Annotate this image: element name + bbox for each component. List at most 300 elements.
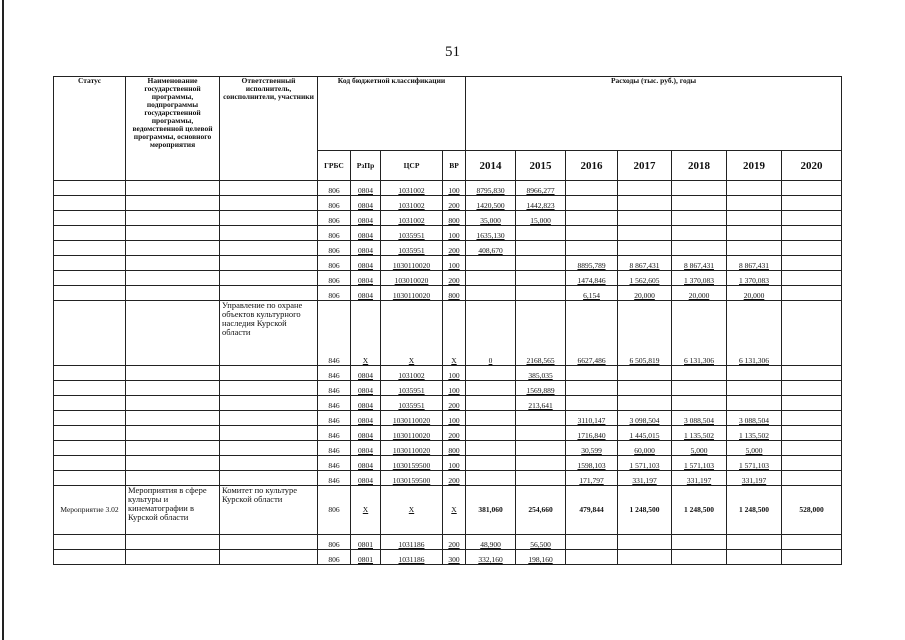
program-name-cell (126, 426, 220, 441)
amount-cell (782, 181, 842, 196)
amount-cell: 3 098,504 (618, 411, 672, 426)
program-name-cell (126, 256, 220, 271)
col-header-budget-code: Код бюджетной классификации (318, 77, 466, 151)
grbs-cell: 846 (318, 441, 351, 456)
amount-cell (466, 366, 516, 381)
vr-cell: Х (443, 486, 466, 535)
amount-cell (516, 271, 566, 286)
csr-cell: 1030110020 (381, 426, 443, 441)
vr-cell: 800 (443, 211, 466, 226)
budget-table (53, 76, 842, 565)
amount-cell (672, 196, 727, 211)
amount-cell (782, 301, 842, 366)
grbs-cell: 846 (318, 426, 351, 441)
program-name-cell (126, 286, 220, 301)
amount-cell (566, 381, 618, 396)
amount-cell: 3 088,504 (672, 411, 727, 426)
program-name-cell: Мероприятия в сфере культуры и кинематографии в Курской области (126, 486, 220, 535)
amount-cell (566, 241, 618, 256)
amount-cell (672, 181, 727, 196)
amount-cell: 8 867,431 (672, 256, 727, 271)
rzpr-cell: 0804 (351, 286, 381, 301)
vr-cell: 200 (443, 426, 466, 441)
amount-cell (782, 456, 842, 471)
status-cell (54, 211, 126, 226)
amount-cell (727, 226, 782, 241)
amount-cell (672, 241, 727, 256)
csr-cell: 1030110020 (381, 286, 443, 301)
rzpr-cell: 0804 (351, 441, 381, 456)
amount-cell: 6,154 (566, 286, 618, 301)
amount-cell (672, 366, 727, 381)
amount-cell (782, 211, 842, 226)
grbs-cell: 846 (318, 301, 351, 366)
amount-cell (618, 181, 672, 196)
amount-cell: 2168,565 (516, 301, 566, 366)
amount-cell: 3110,147 (566, 411, 618, 426)
amount-cell (466, 471, 516, 486)
amount-cell (466, 256, 516, 271)
csr-cell: 1031002 (381, 196, 443, 211)
responsible-cell (220, 366, 318, 381)
program-name-cell (126, 411, 220, 426)
grbs-cell: 806 (318, 256, 351, 271)
amount-cell: 8 867,431 (727, 256, 782, 271)
vr-cell: 200 (443, 396, 466, 411)
col-header-year: 2019 (727, 151, 782, 181)
vr-cell: 100 (443, 381, 466, 396)
program-name-cell (126, 381, 220, 396)
amount-cell (566, 211, 618, 226)
csr-cell: 103010020 (381, 271, 443, 286)
amount-cell (566, 226, 618, 241)
rzpr-cell: 0804 (351, 241, 381, 256)
vr-cell: 100 (443, 456, 466, 471)
csr-cell: 1035951 (381, 241, 443, 256)
vr-cell: 100 (443, 181, 466, 196)
amount-cell (672, 535, 727, 550)
vr-cell: 200 (443, 271, 466, 286)
amount-cell (782, 381, 842, 396)
grbs-cell: 846 (318, 366, 351, 381)
amount-cell: 1442,823 (516, 196, 566, 211)
table-row (54, 441, 842, 456)
amount-cell: 1635,130 (466, 226, 516, 241)
amount-cell: 1 370,083 (672, 271, 727, 286)
program-name-cell (126, 396, 220, 411)
vr-cell: 200 (443, 241, 466, 256)
amount-cell (727, 196, 782, 211)
amount-cell: 5,000 (727, 441, 782, 456)
program-name-cell (126, 550, 220, 565)
status-cell (54, 366, 126, 381)
amount-cell (516, 471, 566, 486)
page-left-border (2, 0, 4, 640)
table-row (54, 471, 842, 486)
amount-cell (466, 381, 516, 396)
amount-cell: 1 135,502 (672, 426, 727, 441)
amount-cell (516, 426, 566, 441)
amount-cell (782, 366, 842, 381)
amount-cell: 48,900 (466, 535, 516, 550)
amount-cell: 6 131,306 (672, 301, 727, 366)
grbs-cell: 806 (318, 241, 351, 256)
rzpr-cell: Х (351, 486, 381, 535)
amount-cell (516, 456, 566, 471)
responsible-cell (220, 471, 318, 486)
grbs-cell: 806 (318, 211, 351, 226)
program-name-cell (126, 241, 220, 256)
amount-cell (782, 535, 842, 550)
rzpr-cell: Х (351, 301, 381, 366)
grbs-cell: 806 (318, 286, 351, 301)
csr-cell: 1031186 (381, 535, 443, 550)
amount-cell: 60,000 (618, 441, 672, 456)
amount-cell (672, 550, 727, 565)
amount-cell: 8 867,431 (618, 256, 672, 271)
col-header-year: 2017 (618, 151, 672, 181)
amount-cell (727, 366, 782, 381)
amount-cell: 6627,486 (566, 301, 618, 366)
grbs-cell: 846 (318, 381, 351, 396)
program-name-cell (126, 301, 220, 366)
status-cell (54, 535, 126, 550)
grbs-cell: 806 (318, 271, 351, 286)
col-header-responsible: Ответственный исполнитель, соисполнители, участники (220, 77, 318, 181)
program-name-cell (126, 535, 220, 550)
program-name-cell (126, 181, 220, 196)
table-row (54, 181, 842, 196)
amount-cell: 1 248,500 (727, 486, 782, 535)
program-name-cell (126, 196, 220, 211)
rzpr-cell: 0804 (351, 471, 381, 486)
responsible-cell: Управление по охране объектов культурного наследия Курской области (220, 301, 318, 366)
rzpr-cell: 0804 (351, 381, 381, 396)
amount-cell (566, 366, 618, 381)
grbs-cell: 846 (318, 471, 351, 486)
amount-cell: 254,660 (516, 486, 566, 535)
csr-cell: Х (381, 301, 443, 366)
rzpr-cell: 0804 (351, 196, 381, 211)
amount-cell (672, 226, 727, 241)
grbs-cell: 806 (318, 550, 351, 565)
csr-cell: 1031002 (381, 181, 443, 196)
table-row (54, 241, 842, 256)
vr-cell: 200 (443, 535, 466, 550)
csr-cell: 1030110020 (381, 441, 443, 456)
amount-cell: 331,197 (727, 471, 782, 486)
amount-cell (782, 256, 842, 271)
rzpr-cell: 0804 (351, 396, 381, 411)
responsible-cell (220, 456, 318, 471)
amount-cell: 1474,846 (566, 271, 618, 286)
rzpr-cell: 0804 (351, 426, 381, 441)
responsible-cell (220, 271, 318, 286)
amount-cell (782, 426, 842, 441)
amount-cell (516, 286, 566, 301)
amount-cell (618, 535, 672, 550)
csr-cell: 1035951 (381, 381, 443, 396)
csr-cell: 1030110020 (381, 256, 443, 271)
amount-cell: 1598,103 (566, 456, 618, 471)
amount-cell: 1 370,083 (727, 271, 782, 286)
amount-cell (566, 181, 618, 196)
amount-cell (782, 196, 842, 211)
table-row (54, 271, 842, 286)
amount-cell (727, 381, 782, 396)
rzpr-cell: 0801 (351, 550, 381, 565)
rzpr-cell: 0804 (351, 271, 381, 286)
amount-cell: 30,599 (566, 441, 618, 456)
amount-cell: 1420,500 (466, 196, 516, 211)
amount-cell: 213,641 (516, 396, 566, 411)
rzpr-cell: 0804 (351, 411, 381, 426)
responsible-cell (220, 535, 318, 550)
grbs-cell: 846 (318, 411, 351, 426)
grbs-cell: 806 (318, 486, 351, 535)
responsible-cell (220, 196, 318, 211)
amount-cell (782, 550, 842, 565)
amount-cell: 6 131,306 (727, 301, 782, 366)
status-cell (54, 381, 126, 396)
amount-cell (618, 196, 672, 211)
status-cell (54, 181, 126, 196)
amount-cell: 0 (466, 301, 516, 366)
amount-cell (672, 381, 727, 396)
status-cell (54, 550, 126, 565)
amount-cell (466, 396, 516, 411)
status-cell (54, 441, 126, 456)
csr-cell: 1031002 (381, 211, 443, 226)
amount-cell (618, 211, 672, 226)
csr-cell: 1031002 (381, 366, 443, 381)
amount-cell (466, 456, 516, 471)
amount-cell: 1 248,500 (672, 486, 727, 535)
amount-cell (727, 181, 782, 196)
amount-cell (782, 471, 842, 486)
table-row (54, 211, 842, 226)
table-row (54, 256, 842, 271)
vr-cell: 200 (443, 471, 466, 486)
table-row (54, 381, 842, 396)
col-header-status: Статус (54, 77, 126, 181)
grbs-cell: 806 (318, 196, 351, 211)
grbs-cell: 806 (318, 181, 351, 196)
status-cell (54, 456, 126, 471)
rzpr-cell: 0804 (351, 226, 381, 241)
amount-cell (618, 396, 672, 411)
program-name-cell (126, 441, 220, 456)
vr-cell: 100 (443, 226, 466, 241)
csr-cell: 1030159500 (381, 471, 443, 486)
responsible-cell (220, 256, 318, 271)
amount-cell (566, 396, 618, 411)
responsible-cell (220, 411, 318, 426)
status-cell (54, 411, 126, 426)
status-cell (54, 271, 126, 286)
csr-cell: Х (381, 486, 443, 535)
table-row (54, 411, 842, 426)
status-cell: Мероприятие 3.02 (54, 486, 126, 535)
amount-cell: 198,160 (516, 550, 566, 565)
col-header-expenses: Расходы (тыс. руб.), годы (466, 77, 842, 151)
amount-cell (618, 241, 672, 256)
csr-cell: 1030159500 (381, 456, 443, 471)
responsible-cell (220, 181, 318, 196)
amount-cell: 331,197 (672, 471, 727, 486)
status-cell (54, 471, 126, 486)
vr-cell: Х (443, 301, 466, 366)
amount-cell: 381,060 (466, 486, 516, 535)
responsible-cell (220, 211, 318, 226)
amount-cell: 20,000 (618, 286, 672, 301)
grbs-cell: 846 (318, 396, 351, 411)
amount-cell (466, 441, 516, 456)
table-body (54, 181, 842, 565)
table-row (54, 550, 842, 565)
amount-cell (516, 226, 566, 241)
table-row (54, 196, 842, 211)
amount-cell (516, 411, 566, 426)
amount-cell: 56,500 (516, 535, 566, 550)
amount-cell (727, 550, 782, 565)
status-cell (54, 426, 126, 441)
col-header-year: 2018 (672, 151, 727, 181)
amount-cell (672, 211, 727, 226)
responsible-cell (220, 381, 318, 396)
amount-cell: 8795,830 (466, 181, 516, 196)
amount-cell (566, 550, 618, 565)
amount-cell (782, 411, 842, 426)
amount-cell (516, 441, 566, 456)
table-row (54, 286, 842, 301)
responsible-cell: Комитет по культуре Курской области (220, 486, 318, 535)
responsible-cell (220, 241, 318, 256)
amount-cell (466, 271, 516, 286)
status-cell (54, 286, 126, 301)
amount-cell (727, 211, 782, 226)
vr-cell: 300 (443, 550, 466, 565)
status-cell (54, 226, 126, 241)
amount-cell: 8895,789 (566, 256, 618, 271)
rzpr-cell: 0804 (351, 181, 381, 196)
amount-cell (782, 286, 842, 301)
amount-cell: 1 571,103 (618, 456, 672, 471)
col-header-year: 2014 (466, 151, 516, 181)
amount-cell (566, 535, 618, 550)
amount-cell (727, 535, 782, 550)
csr-cell: 1035951 (381, 396, 443, 411)
col-header-year: 2020 (782, 151, 842, 181)
table-row (54, 486, 842, 535)
amount-cell: 171,797 (566, 471, 618, 486)
rzpr-cell: 0801 (351, 535, 381, 550)
amount-cell (516, 241, 566, 256)
amount-cell (516, 256, 566, 271)
amount-cell (466, 286, 516, 301)
amount-cell (727, 241, 782, 256)
grbs-cell: 806 (318, 535, 351, 550)
vr-cell: 100 (443, 411, 466, 426)
status-cell (54, 241, 126, 256)
amount-cell (782, 226, 842, 241)
vr-cell: 100 (443, 256, 466, 271)
amount-cell: 1 571,103 (672, 456, 727, 471)
amount-cell (618, 381, 672, 396)
amount-cell: 332,160 (466, 550, 516, 565)
amount-cell: 1 445,015 (618, 426, 672, 441)
amount-cell: 1569,889 (516, 381, 566, 396)
table-row (54, 301, 842, 366)
table-row (54, 456, 842, 471)
amount-cell: 3 088,504 (727, 411, 782, 426)
table-row (54, 366, 842, 381)
program-name-cell (126, 366, 220, 381)
amount-cell (618, 550, 672, 565)
vr-cell: 800 (443, 441, 466, 456)
amount-cell: 385,035 (516, 366, 566, 381)
grbs-cell: 806 (318, 226, 351, 241)
csr-cell: 1031186 (381, 550, 443, 565)
rzpr-cell: 0804 (351, 211, 381, 226)
col-header-year: 2016 (566, 151, 618, 181)
responsible-cell (220, 226, 318, 241)
vr-cell: 200 (443, 196, 466, 211)
program-name-cell (126, 226, 220, 241)
amount-cell: 408,670 (466, 241, 516, 256)
amount-cell: 20,000 (727, 286, 782, 301)
rzpr-cell: 0804 (351, 456, 381, 471)
amount-cell: 1716,840 (566, 426, 618, 441)
amount-cell (782, 241, 842, 256)
col-header-rzpr: РзПр (351, 151, 381, 181)
amount-cell (782, 441, 842, 456)
col-header-vr: ВР (443, 151, 466, 181)
responsible-cell (220, 286, 318, 301)
amount-cell: 479,844 (566, 486, 618, 535)
amount-cell: 1 562,605 (618, 271, 672, 286)
amount-cell: 5,000 (672, 441, 727, 456)
csr-cell: 1030110020 (381, 411, 443, 426)
vr-cell: 100 (443, 366, 466, 381)
amount-cell (618, 226, 672, 241)
program-name-cell (126, 471, 220, 486)
amount-cell: 1 248,500 (618, 486, 672, 535)
rzpr-cell: 0804 (351, 256, 381, 271)
amount-cell (782, 271, 842, 286)
status-cell (54, 196, 126, 211)
col-header-year: 2015 (516, 151, 566, 181)
amount-cell: 331,197 (618, 471, 672, 486)
amount-cell: 6 505,819 (618, 301, 672, 366)
amount-cell: 20,000 (672, 286, 727, 301)
program-name-cell (126, 456, 220, 471)
vr-cell: 800 (443, 286, 466, 301)
status-cell (54, 301, 126, 366)
amount-cell (566, 196, 618, 211)
amount-cell (727, 396, 782, 411)
amount-cell (618, 366, 672, 381)
amount-cell: 35,000 (466, 211, 516, 226)
amount-cell: 528,000 (782, 486, 842, 535)
amount-cell: 8966,277 (516, 181, 566, 196)
col-header-grbs: ГРБС (318, 151, 351, 181)
amount-cell: 1 571,103 (727, 456, 782, 471)
program-name-cell (126, 271, 220, 286)
page-number: 51 (445, 44, 460, 60)
status-cell (54, 396, 126, 411)
amount-cell (782, 396, 842, 411)
